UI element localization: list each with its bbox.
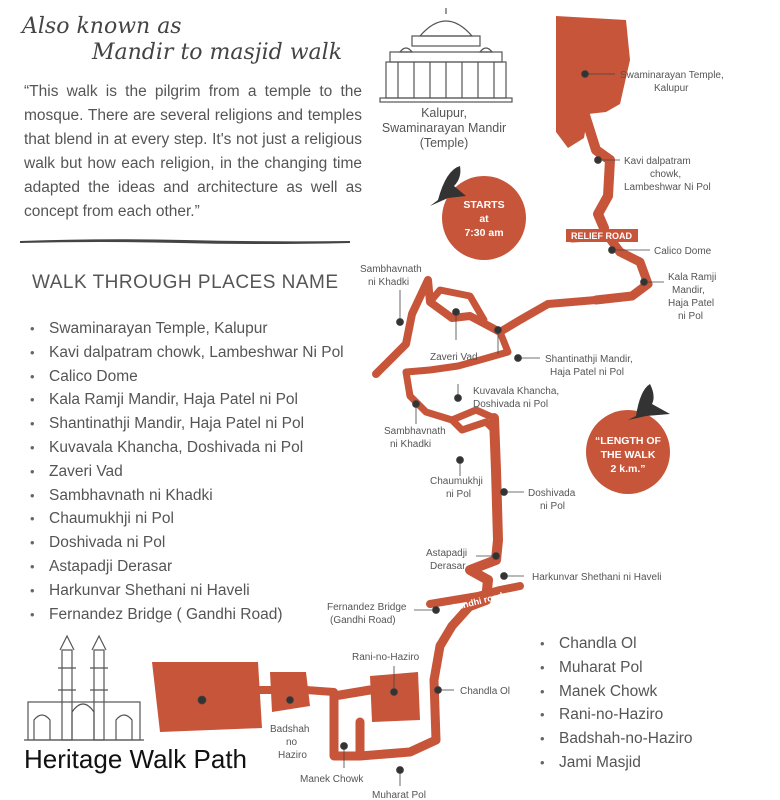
relief-road-label: RELIEF ROAD — [571, 231, 633, 241]
list-item: • Muharat Pol — [540, 656, 693, 680]
temple-caption-line2: Swaminarayan Mandir — [381, 121, 507, 135]
label-fernandez-1: Fernandez Bridge — [327, 602, 407, 613]
label-kalaramji-2: Mandir, — [672, 285, 705, 296]
label-astapadji-1: Astapadji — [426, 548, 468, 559]
label-kuvavala-1: Kuvavala Khancha, — [473, 386, 560, 397]
label-kavi-2: chowk, — [650, 169, 682, 180]
list-item: • Calico Dome — [30, 365, 344, 389]
label-kuvavala-2: Doshivada ni Pol — [473, 399, 549, 410]
label-chaumukhji-1: Chaumukhji — [430, 476, 483, 487]
length-badge-line1: “LENGTH OF — [595, 435, 661, 447]
label-badshah-2: no — [286, 737, 298, 748]
label-chandla: Chandla Ol — [460, 686, 511, 697]
list-item: • Jami Masjid — [540, 751, 693, 775]
jami-masjid-illustration — [24, 636, 144, 740]
label-badshah-1: Badshah — [270, 724, 310, 735]
label-shantinathji-2: Haja Patel ni Pol — [550, 367, 624, 378]
header-line-1: Also known as — [22, 14, 182, 39]
image-caption: Heritage Walk Path — [24, 744, 248, 774]
label-doshivada-2: ni Pol — [540, 501, 566, 512]
list-item: • Kala Ramji Mandir, Haja Patel ni Pol — [30, 388, 344, 412]
temple-caption-line3: (Temple) — [419, 136, 469, 150]
intro-quote: “This walk is the pilgrim from a temple to the mosque. There are several religions and temples that blend in at every step. It's not just a religious walk but how each religion, in the changing time adapted the ideas and architecture as well as concept from each other.” — [24, 83, 362, 220]
label-kavi-1: Kavi dalpatram — [624, 156, 691, 167]
label-harkunvar: Harkunvar Shethani ni Haveli — [532, 572, 662, 583]
label-sambhav2-2: ni Khadki — [390, 439, 432, 450]
places-list-continued — [540, 632, 693, 775]
length-badge-line3: 2 k.m.” — [610, 463, 646, 475]
list-item: • Doshivada ni Pol — [30, 531, 344, 555]
label-swaminarayan-1: Swaminarayan Temple, — [620, 70, 724, 81]
list-item: • Harkunvar Shethani ni Haveli — [30, 579, 344, 603]
temple-caption-line1: Kalupur, — [421, 106, 467, 120]
swaminarayan-temple-illustration — [380, 8, 512, 102]
label-manek: Manek Chowk — [300, 774, 364, 785]
list-item: • Manek Chowk — [540, 680, 693, 704]
list-item: • Zaveri Vad — [30, 460, 344, 484]
temple-caption — [374, 106, 514, 151]
label-calico: Calico Dome — [654, 246, 712, 257]
list-item: • Rani-no-Haziro — [540, 703, 693, 727]
start-badge-line3: 7:30 am — [464, 227, 504, 239]
label-shantinathji-1: Shantinathji Mandir, — [545, 354, 633, 365]
header-line-2: Mandir to masjid walk — [92, 40, 343, 65]
places-list-title: WALK THROUGH PLACES NAME — [32, 272, 339, 293]
label-astapadji-2: Derasar — [430, 561, 466, 572]
list-item: • Astapadji Derasar — [30, 555, 344, 579]
list-item: • Chaumukhji ni Pol — [30, 507, 344, 531]
label-sambhav1-1: Sambhavnath — [360, 264, 422, 275]
length-badge-line2: THE WALK — [600, 449, 656, 461]
start-badge-line2: at — [479, 213, 489, 225]
label-fernandez-2: (Gandhi Road) — [330, 615, 396, 626]
label-chaumukhji-2: ni Pol — [446, 489, 472, 500]
label-doshivada-1: Doshivada — [528, 488, 576, 499]
places-list — [30, 317, 344, 626]
list-item: • Badshah-no-Haziro — [540, 727, 693, 751]
label-kavi-3: Lambeshwar Ni Pol — [624, 182, 711, 193]
label-sambhav2-1: Sambhavnath — [384, 426, 446, 437]
list-item: • Swaminarayan Temple, Kalupur — [30, 317, 344, 341]
list-item: • Kavi dalpatram chowk, Lambeshwar Ni Pol — [30, 341, 344, 365]
label-badshah-3: Haziro — [278, 750, 307, 761]
label-kalaramji-3: Haja Patel — [668, 298, 715, 309]
list-item: • Fernandez Bridge ( Gandhi Road) — [30, 603, 344, 627]
label-zaveri: Zaveri Vad — [430, 352, 478, 363]
label-swaminarayan-2: Kalupur — [654, 83, 689, 94]
list-item: • Chandla Ol — [540, 632, 693, 656]
start-badge-line1: STARTS — [463, 199, 505, 211]
label-kalaramji-4: ni Pol — [678, 311, 704, 322]
list-item: • Kuvavala Khancha, Doshivada ni Pol — [30, 436, 344, 460]
brush-divider — [20, 237, 350, 245]
label-sambhav1-2: ni Khadki — [368, 277, 410, 288]
label-kalaramji-1: Kala Ramji — [668, 272, 717, 283]
list-item: • Shantinathji Mandir, Haja Patel ni Pol — [30, 412, 344, 436]
label-muharat: Muharat Pol — [372, 790, 426, 800]
list-item: • Sambhavnath ni Khadki — [30, 484, 344, 508]
label-rani: Rani-no-Haziro — [352, 652, 420, 663]
gandhi-road-label: Gandhi road — [450, 590, 504, 613]
